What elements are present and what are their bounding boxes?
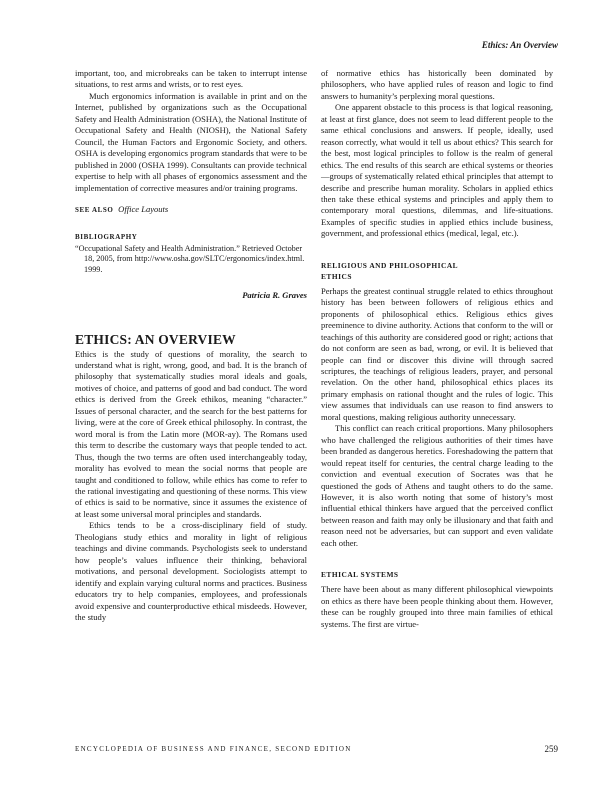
continuation-paragraph: important, too, and microbreaks can be taken to interrupt intense situations, to rest arms and wrists, or to rest eyes. (75, 68, 307, 90)
author-signature: Patricia R. Graves (242, 289, 307, 300)
section-heading-line: ETHICS (321, 271, 352, 281)
continuation-paragraph: of normative ethics has historically been dominated by philosophers, who have applied rules of reason and logic to find answers to humanity’s perplexing moral questions. (321, 68, 553, 101)
religious-paragraph: Perhaps the greatest continual struggle related to ethics throughout history has been between followers of religious ethics and proponents of philosophical ethics. Religious ethics gives preeminence to divine authority. Actions that conform to the will or teachings of this authority are considered good or right; actions that do not conform are seen as bad, wrong, or evil. It is believed that people can find or discover this divine will through sacred scriptures, the teachings of religious leaders, prayer, and personal revelation. On the other hand, philosophical ethics places its primary emphasis on rational thought and the rules of logic. This view assumes that individuals can use reason to find answers to moral questions, making religious authority unnecessary. (321, 285, 553, 422)
footer-publication: ENCYCLOPEDIA OF BUSINESS AND FINANCE, SECOND EDITION (75, 745, 352, 753)
section-heading-line: RELIGIOUS AND PHILOSOPHICAL (321, 260, 459, 270)
bibliography-entry: “Occupational Safety and Health Administration.” Retrieved October 18, 2005, from http://www.osha.gov/SLTC/ergonomics/index.html. 1999. (75, 243, 305, 275)
right-column (321, 68, 553, 630)
intro-paragraph: Ethics is the study of questions of morality, the search to understand what is right, wrong, good, and bad. It is the branch of philosophy that systematically studies moral ideals and goals, motives of choice, and patterns of good and bad conduct. The word ethics is derived from the Greek ethikos, meaning “character.” Issues of personal character, and the search for the best patterns for living, were at the core of Greek ethical philosophy. In contrast, the word moral is from the Latin more (MOR-ay). The Romans used this term to describe the customary ways that people tended to act. Thus, though the two terms are often used interchangeably today, morality has evolved to mean the social norms that people are taught and conditioned to follow, while ethics has come to refer to the rational investigating and questioning of these norms. This view of ethics is said to be normative, since it assumes the existence of at least some universal moral principles and standards. (75, 348, 307, 519)
article-title: ETHICS: AN OVERVIEW (75, 332, 236, 348)
conflict-paragraph: This conflict can reach critical proportions. Many philosophers who have challenged the religious authorities of their times have been branded as dangerous heretics. Foreshadowing the pattern that would repeat itself for centuries, the central charge leading to the conviction and eventual execution of Socrates was that he questioned the gods of Athens and taught others to do the same. However, it is also worth noting that some of history’s most influential ethical thinkers have argued that the perceived conflict between reason and faith may only be illusionary and that faith and reason need not be adversaries, but can support and even validate each other. (321, 423, 553, 548)
bibliography-heading: BIBLIOGRAPHY (75, 233, 138, 242)
section-heading-ethical-systems: ETHICAL SYSTEMS (321, 570, 399, 580)
see-also-label: SEE ALSO (75, 205, 114, 214)
ethical-systems-paragraph: There have been about as many different philosophical viewpoints on ethics as there have been people thinking about them. However, these can be roughly grouped into three main families of ethical systems. The first are virtue- (321, 584, 553, 629)
page-number: 259 (544, 744, 558, 754)
running-head: Ethics: An Overview (481, 40, 558, 50)
see-also-link[interactable]: Office Layouts (118, 203, 169, 214)
obstacle-paragraph: One apparent obstacle to this process is that logical reasoning, at least at first glance, does not seem to lead different people to the same ethical conclusions and answers. If people, ideally, used reason correctly, what would it tell us about ethics? This search for the best, most logical principles to follow is the realm of general ethics. The end results of this search are ethical systems or theories—groups of systematically related ethical principles that attempt to describe and prescribe human morality. Scholars in applied ethics then take these ethical systems and principles and apply them to contemporary moral questions, dilemmas, and life-situations. Examples of specific studies in applied ethics include business, government, and professional ethics (medical, legal, etc.). (321, 102, 553, 239)
ergonomics-info-paragraph: Much ergonomics information is available in print and on the Internet, published by organizations such as the Occupational Safety and Health Administration (OSHA), the National Institute of Occupational Safety and Health (NIOSH), the National Safety Council, the Human Factors and Ergonomic Society, and others. OSHA is developing ergonomics program standards that were to be published in 2000 (OSHA 1999). Consultants can provide technical expertise to help with all phases of ergonomics assessment and the implementation of corrective measures and/or training programs. (75, 90, 307, 193)
cross-disciplinary-paragraph: Ethics tends to be a cross-disciplinary field of study. Theologians study ethics and morality in light of religious teachings and divine commands. Psychologists seek to understand how people’s values influence their thinking, behavioral motivations, and personal development. Sociologists attempt to identify and explain varying cultural norms and practices. Business educators try to help companies, employees, and professionals avoid expensive and counterproductive ethical misdeeds. However, the study (75, 520, 307, 622)
see-also (75, 204, 307, 216)
left-column (75, 68, 307, 623)
section-heading-religious (321, 260, 553, 282)
